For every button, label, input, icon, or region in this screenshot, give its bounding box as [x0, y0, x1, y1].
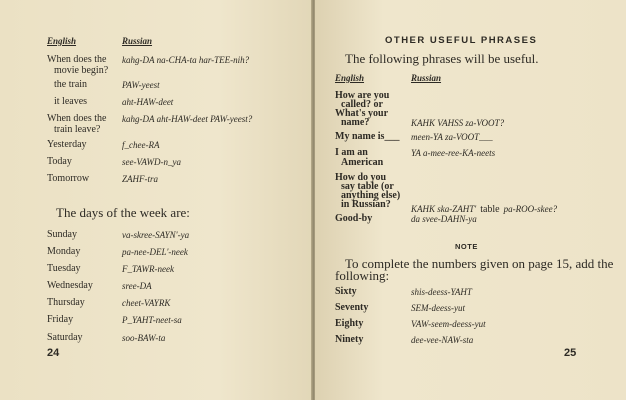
day-russian: soo-BAW-ta: [122, 333, 166, 343]
phrase-english: Yesterday: [47, 139, 87, 150]
phrase-russian-part: KAHK ska-ZAHT': [411, 204, 477, 214]
phrase-english: When does the: [47, 54, 107, 65]
phrase-english-cont: name?: [341, 117, 370, 128]
english-column-header: English: [335, 73, 365, 83]
day-russian: cheet-VAYRK: [122, 298, 171, 308]
days-heading: The days of the week are:: [56, 205, 190, 220]
day-russian: sree-DA: [122, 281, 152, 291]
day-russian: P_YAHT-neet-sa: [122, 315, 182, 325]
phrase-russian: ZAHF-tra: [122, 174, 158, 184]
phrase-russian: kahg-DA na-CHA-ta har-TEE-nih?: [122, 55, 250, 65]
phrase-russian: PAW-yeest: [122, 80, 160, 90]
day-russian: pa-nee-DEL'-neek: [122, 247, 188, 257]
phrase-russian: KAHK VAHSS za-VOOT?: [411, 118, 505, 128]
intro-text: The following phrases will be useful.: [345, 51, 539, 66]
page-number-left: 24: [47, 347, 60, 359]
phrase-english: When does the: [47, 113, 107, 124]
phrase-english-cont: train leave?: [54, 124, 101, 135]
phrase-russian: aht-HAW-deet: [122, 97, 174, 107]
phrase-russian: meen-YA za-VOOT___: [411, 132, 493, 142]
phrase-english-cont: say table (or: [341, 181, 394, 192]
number-russian: SEM-deess-yut: [411, 303, 465, 313]
phrase-english-cont: in Russian?: [341, 199, 391, 210]
day-russian: F_TAWR-neek: [122, 264, 174, 274]
section-title: OTHER USEFUL PHRASES: [385, 35, 538, 46]
phrase-russian: see-VAWD-n_ya: [122, 157, 181, 167]
number-russian: shis-deess-YAHT: [411, 287, 472, 297]
day-english: Thursday: [47, 297, 85, 308]
number-russian: VAW-seem-deess-yut: [411, 319, 486, 329]
day-english: Monday: [47, 246, 81, 257]
phrase-english-word: table: [480, 204, 500, 215]
phrase-english: How do you: [335, 172, 387, 183]
phrase-english-cont: called? or: [341, 99, 383, 110]
note-text: To complete the numbers given on page 15, add the: [345, 256, 614, 271]
phrase-english: Today: [47, 156, 72, 167]
note-label: NOTE: [455, 242, 478, 251]
note-text-cont: following:: [335, 268, 390, 283]
english-column-header: English: [47, 36, 77, 46]
phrase-english: How are you: [335, 90, 390, 101]
left-page: [0, 0, 312, 400]
number-english: Seventy: [335, 302, 369, 313]
phrase-english: Good-by: [335, 213, 373, 224]
number-english: Sixty: [335, 286, 357, 297]
phrase-english: Tomorrow: [47, 173, 90, 184]
phrase-english-cont: American: [341, 157, 384, 168]
phrase-russian: f_chee-RA: [122, 140, 160, 150]
russian-column-header: Russian: [411, 73, 442, 83]
phrase-english-cont: anything else): [341, 190, 401, 201]
day-english: Wednesday: [47, 280, 93, 291]
russian-column-header: Russian: [122, 36, 153, 46]
page-number-right: 25: [564, 347, 577, 359]
day-english: Sunday: [47, 229, 77, 240]
number-english: Ninety: [335, 334, 364, 345]
phrase-english: the train: [54, 79, 88, 90]
phrase-english-cont: What's your: [335, 108, 389, 119]
day-russian: va-skree-SAYN'-ya: [122, 230, 190, 240]
number-english: Eighty: [335, 318, 364, 329]
right-page: [315, 0, 626, 400]
phrase-russian: YA a-mee-ree-KA-neets: [411, 148, 496, 158]
day-english: Friday: [47, 314, 74, 325]
phrase-russian: kahg-DA aht-HAW-deet PAW-yeest?: [122, 114, 253, 124]
phrase-english: I am an: [335, 147, 368, 158]
day-english: Saturday: [47, 332, 83, 343]
day-english: Tuesday: [47, 263, 81, 274]
phrase-russian-part: pa-ROO-skee?: [503, 204, 558, 214]
phrase-english-cont: movie begin?: [54, 65, 109, 76]
phrase-english: it leaves: [54, 96, 88, 107]
phrase-english: My name is___: [335, 131, 400, 142]
number-russian: dee-vee-NAW-sta: [411, 335, 474, 345]
phrase-russian: da svee-DAHN-ya: [411, 214, 477, 224]
